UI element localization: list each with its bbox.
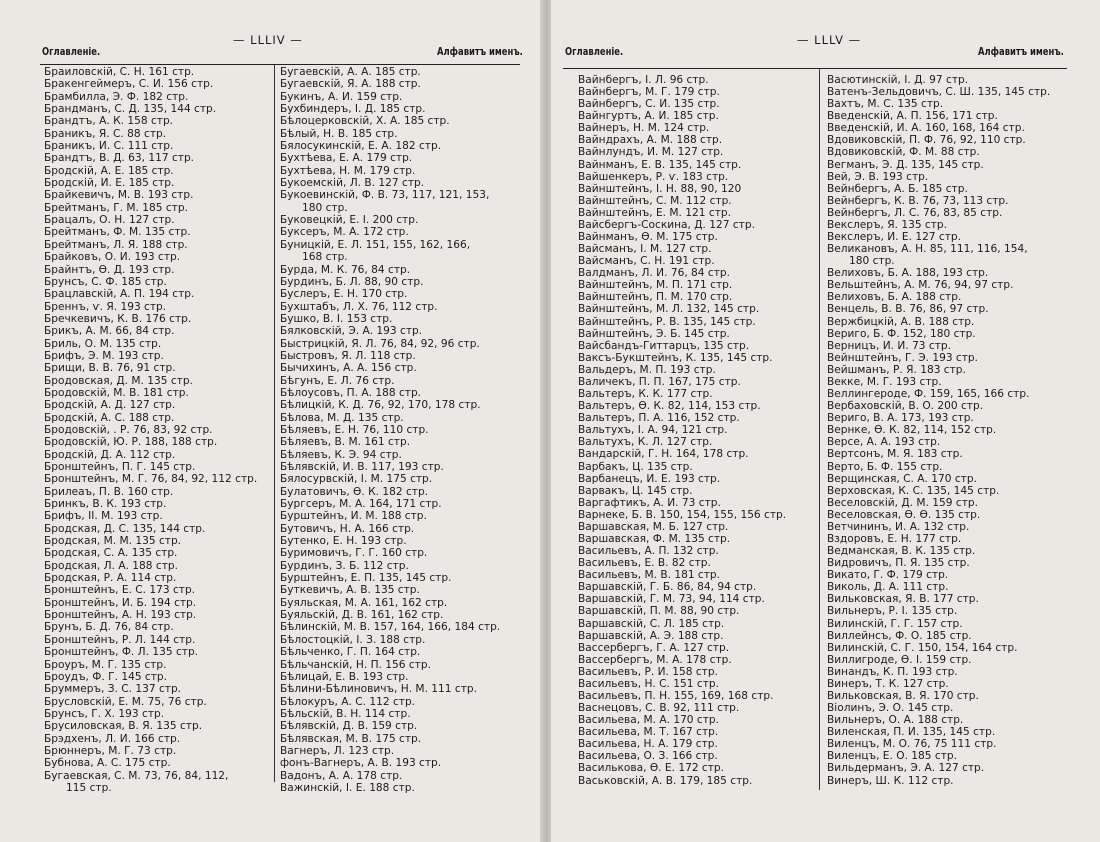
index-entry: Бѣльченко, Г. П. 164 стр.: [280, 646, 421, 659]
index-entry: Вздоровъ, Е. Н. 177 стр.: [827, 532, 962, 545]
name-column-2: [827, 74, 1072, 787]
index-entry: Вандарскій, Г. Н. 164, 178 стр.: [578, 448, 749, 461]
index-entry: Бурдинъ, З. Б. 112 стр.: [280, 559, 409, 572]
index-entry: Варшавскій, П. М. 88, 90 стр.: [578, 605, 740, 618]
index-entry: Бѣляевъ, Е. Н. 76, 110 стр.: [280, 423, 429, 436]
index-entry: Варшавскій, С. Л. 185 стр.: [578, 617, 725, 630]
index-entry: Васильевъ, Н. С. 151 стр.: [578, 677, 719, 690]
index-entry: Бѣлицай, Е. В. 193 стр.: [280, 670, 409, 683]
index-entry: Бутенко, Е. Н. 193 стр.: [280, 535, 407, 548]
index-entry: Бушко, В. І. 153 стр.: [280, 312, 393, 325]
index-entry: Бугаевская, С. М. 73, 76, 84, 112,: [44, 769, 229, 782]
index-entry: Брацлавскій, А. П. 194 стр.: [44, 288, 195, 301]
name-column-1: [44, 66, 289, 794]
index-entry: Валичекъ, П. П. 167, 175 стр.: [578, 375, 741, 388]
index-entry: Вельштейнъ, А. М. 76, 94, 97 стр.: [827, 279, 1014, 292]
index-entry: Вальтеръ, Ѳ. К. 82, 114, 153 стр.: [578, 400, 761, 413]
index-entry: Бронштейнъ, Ф. Л. 135 стр.: [44, 646, 199, 659]
index-entry: Вагнеръ, Л. 123 стр.: [280, 744, 395, 757]
index-entry: Брейтманъ, Л. Я. 188 стр.: [44, 238, 188, 251]
index-entry: Васильевъ, Р. И. 158 стр.: [578, 665, 718, 678]
index-entry: Брейтманъ, Г. М. 185 стр.: [44, 201, 188, 214]
index-entry: Бродскій, А. Д. 127 стр.: [44, 399, 176, 412]
index-entry: Винеръ, Т. К. 127 стр.: [827, 677, 949, 690]
index-entry: Бречкевичъ, К. В. 176 стр.: [44, 312, 192, 325]
index-entry: Браникъ, И. С. 111 стр.: [44, 140, 174, 153]
index-entry: Виллигроде, Ѳ. І. 159 стр.: [827, 653, 972, 666]
index-entry: Вайнманъ, Е. В. 135, 145 стр.: [578, 158, 742, 171]
index-entry: Бурдинъ, Б. Л. 88, 90 стр.: [280, 275, 424, 288]
index-entry: Вильковская, В. Я. 170 стр.: [827, 689, 979, 702]
index-entry: Велиховъ, Б. А. 188, 193 стр.: [827, 267, 989, 280]
index-entry: Вильнеръ, О. А. 188 стр.: [827, 714, 964, 727]
index-entry: Брайкевичъ, М. В. 193 стр.: [44, 189, 194, 202]
index-entry: Вегманъ, Э. Д. 135, 145 стр.: [827, 158, 984, 171]
index-entry: Бѣльскій, В. Н. 114 стр.: [280, 707, 411, 720]
header-contents: Оглавленіе.: [565, 45, 624, 58]
index-entry: Быстровъ, Я. Л. 118 стр.: [280, 349, 416, 362]
index-entry: Брусиловская, В. Я. 135 стр.: [44, 720, 203, 733]
index-entry: Вайнгуртъ, А. И. 185 стр.: [578, 110, 719, 123]
index-entry: Васнецовъ, С. В. 92, 111 стр.: [578, 702, 740, 715]
index-entry: Василькова, Ѳ. Е. 172 стр.: [578, 762, 725, 775]
index-entry: Вальтухъ, І. А. 94, 121 стр.: [578, 424, 728, 437]
index-entry: Варбанецъ, И. Е. 193 стр.: [578, 472, 721, 485]
index-entry: Бѣлова, М. Д. 135 стр.: [280, 411, 404, 424]
index-entry: Вайнбергъ, С. И. 135 стр.: [578, 98, 720, 111]
index-entry: Васьковскій, А. В. 179, 185 стр.: [578, 774, 753, 787]
index-entry: Варвакъ, Ц. 145 стр.: [578, 484, 693, 497]
index-entry: Вейнбергъ, К. В. 76, 73, 113 стр.: [827, 194, 1009, 207]
index-entry: Вальтухъ, К. Л. 127 стр.: [578, 436, 713, 449]
index-entry: Васильева, Н. А. 179 стр.: [578, 738, 718, 751]
index-entry: Вейнштейнъ, Г. Э. 193 стр.: [827, 351, 979, 364]
index-entry: Видровичъ, П. Я. 135 стр.: [827, 557, 970, 570]
index-entry: Вадонъ, А. А. 178 стр.: [280, 769, 403, 782]
index-entry: Вайнштейнъ, М. П. 171 стр.: [578, 279, 733, 292]
index-entry: Бродская, С. А. 135 стр.: [44, 547, 178, 560]
index-entry: Вертсонъ, М. Я. 183 стр.: [827, 448, 963, 461]
index-entry: Бродская, Р. А. 114 стр.: [44, 572, 177, 585]
index-entry: Васильева, О. З. 166 стр.: [578, 750, 718, 763]
index-entry: Векслеръ, И. Е. 127 стр.: [827, 231, 962, 244]
index-entry: Варнеке, Б. В. 150, 154, 155, 156 стр.: [578, 508, 787, 521]
index-entry: Велиховъ, Б. А. 188 стр.: [827, 291, 962, 304]
index-entry: Бѣлини-Бѣлиновичъ, Н. М. 111 стр.: [280, 683, 477, 696]
index-entry: Брусловскій, Е. М. 75, 76 стр.: [44, 695, 207, 708]
index-entry: Бурштейнъ, Е. П. 135, 145 стр.: [280, 572, 452, 585]
index-entry: Булатовичъ, Ѳ. К. 182 стр.: [280, 485, 429, 498]
index-entry: Бургсеръ, М. А. 164, 171 стр.: [280, 498, 442, 511]
index-entry: Верщинская, С. А. 170 стр.: [827, 472, 977, 485]
header-rule: [40, 64, 520, 65]
index-entry: Брамбилла, Э. Ф. 182 стр.: [44, 90, 189, 103]
index-entry: Брейтманъ, Ф. М. 135 стр.: [44, 226, 191, 239]
index-entry: Васютинскій, І. Д. 97 стр.: [827, 74, 969, 86]
index-entry: Вальдеръ, М. П. 193 стр.: [578, 363, 716, 376]
index-entry: Бурда, М. К. 76, 84 стр.: [280, 263, 411, 276]
index-entry: Верховская, К. С. 135, 145 стр.: [827, 484, 1000, 497]
index-entry: Варбакъ, Ц. 135 стр.: [578, 460, 693, 473]
index-entry: Виленская, П. И. 135, 145 стр.: [827, 726, 996, 739]
index-entry: Варшавскій, Г. Б. 86, 84, 94 стр.: [578, 581, 757, 594]
index-entry: Бреннъ, ѵ. Я. 193 стр.: [44, 300, 167, 313]
index-entry: Винеръ, Ш. К. 112 стр.: [827, 774, 954, 787]
index-entry: Букоевинскій, Ф. В. 73, 117, 121, 153,: [280, 189, 490, 202]
index-entry: Буяльскій, Д. В. 161, 162 стр.: [280, 609, 444, 622]
index-entry: Бѣгунъ, Е. Л. 76 стр.: [280, 374, 395, 387]
index-entry: Бухтѣева, Н. М. 179 стр.: [280, 164, 416, 177]
index-entry: Варшавская, М. Б. 127 стр.: [578, 520, 729, 533]
index-entry: Буковецкій, Е. І. 200 стр.: [280, 214, 419, 227]
index-entry: Вайнштейнъ, І. Н. 88, 90, 120: [578, 182, 742, 195]
index-entry: Бѣляевъ, К. Э. 94 стр.: [280, 448, 402, 461]
index-entry: Вайнштейнъ, Э. Б. 145 стр.: [578, 327, 730, 340]
index-entry: Бялковскій, Э. А. 193 стр.: [280, 325, 423, 338]
index-entry: Венцель, В. В. 76, 86, 97 стр.: [827, 303, 989, 316]
index-entry: Браникъ, Я. С. 88 стр.: [44, 127, 167, 140]
index-entry: Бѣлицкій, К. Д. 76, 92, 170, 178 стр.: [280, 399, 481, 412]
index-entry: Вайнбергъ, І. Л. 96 стр.: [578, 74, 709, 86]
index-entry: Вейшманъ, Р. Я. 183 стр.: [827, 363, 966, 376]
index-entry: Бродская, Л. А. 188 стр.: [44, 559, 178, 572]
index-entry: Вейнбергъ, А. Б. 185 стр.: [827, 182, 968, 195]
index-entry: Бродскій, А. Е. 185 стр.: [44, 164, 174, 177]
index-entry: Васильева, М. А. 170 стр.: [578, 714, 720, 727]
index-entry: Буяльская, М. А. 161, 162 стр.: [280, 596, 448, 609]
index-entry: Бѣлостоцкій, І. З. 188 стр.: [280, 633, 426, 646]
index-entry: Бычихинъ, А. А. 156 стр.: [280, 362, 417, 375]
index-entry: Бутовичъ, Н. А. 166 стр.: [280, 522, 415, 535]
index-entry: Браиловскій, С. Н. 161 стр.: [44, 66, 195, 78]
index-entry: Вайнлундъ, И. М. 127 стр.: [578, 146, 724, 159]
index-entry: Бруммеръ, З. С. 137 стр.: [44, 683, 182, 696]
index-entry: Бронштейнъ, Р. Л. 144 стр.: [44, 633, 196, 646]
index-entry: 115 стр.: [66, 781, 112, 794]
index-entry: Бѣлявскій, И. В. 117, 193 стр.: [280, 461, 444, 473]
index-entry: Брандманъ, С. Д. 135, 144 стр.: [44, 103, 217, 116]
index-entry: Бронштейнъ, И. Б. 194 стр.: [44, 596, 197, 609]
index-entry: Вернке, Ѳ. К. 82, 114, 152 стр.: [827, 424, 997, 437]
index-entry: Бялосурвскій, І. М. 175 стр.: [280, 473, 433, 486]
index-entry: Бродовскій, . Р. 76, 83, 92 стр.: [44, 423, 213, 436]
index-entry: Веллингероде, Ф. 159, 165, 166 стр.: [827, 388, 1030, 401]
index-entry: Веселовскій, Д. М. 159 стр.: [827, 496, 978, 509]
index-entry: Вилинскій, С. Г. 150, 154, 164 стр.: [827, 641, 1018, 654]
index-entry: Введенскій, А. П. 156, 171 стр.: [827, 110, 998, 123]
index-entry: Брикъ, А. М. 66, 84 стр.: [44, 325, 175, 338]
index-entry: Вей, Э. В. 193 стр.: [827, 170, 929, 183]
index-entry: Вассербергъ, Г. А. 127 стр.: [578, 641, 730, 654]
index-entry: Векке, М. Г. 193 стр.: [827, 375, 942, 388]
index-entry: Віолинъ, Э. О. 145 стр.: [827, 702, 954, 715]
index-entry: Введенскій, И. А. 160, 168, 164 стр.: [827, 122, 1025, 135]
index-entry: Броуръ, М. Г. 135 стр.: [44, 658, 167, 671]
index-entry: Буримовичъ, Г. Г. 160 стр.: [280, 547, 428, 560]
index-entry: Вейнбергъ, Л. С. 76, 83, 85 стр.: [827, 206, 1003, 219]
index-entry: Ватенъ-Зельдовичъ, С. Ш. 135, 145 стр.: [827, 86, 1051, 99]
index-entry: Важинскій, І. Е. 188 стр.: [280, 781, 415, 794]
index-entry: Вербаховскій, В. О. 200 стр.: [827, 400, 984, 413]
index-entry: Бѣлый, Н. В. 185 стр.: [280, 127, 398, 140]
index-entry: Вайнманъ, Ѳ. М. 175 стр.: [578, 231, 718, 244]
left-page: [0, 0, 542, 842]
index-entry: Брайковъ, О. И. 193 стр.: [44, 251, 181, 264]
index-entry: Бѣлоцерковскій, Х. А. 185 стр.: [280, 115, 450, 128]
index-entry: Бѣляевъ, В. М. 161 стр.: [280, 436, 411, 449]
index-entry: Бродская, Д. С. 135, 144 стр.: [44, 522, 206, 535]
index-entry: Бродскій, И. Е. 185 стр.: [44, 177, 175, 190]
index-entry: Вериго, В. А. 173, 193 стр.: [827, 412, 974, 425]
index-entry: Бронштейнъ, М. Г. 76, 84, 92, 112 стр.: [44, 473, 258, 486]
index-entry: Буксеръ, М. А. 172 стр.: [280, 226, 409, 239]
index-entry: Верницъ, И. И. 73 стр.: [827, 339, 952, 352]
index-entry: Вержбицкій, А. В. 188 стр.: [827, 315, 975, 328]
index-entry: Буслеръ, Е. Н. 170 стр.: [280, 288, 408, 301]
index-entry: Варгафтикъ, А. И. 73 стр.: [578, 496, 721, 509]
index-entry: Бриль, О. М. 135 стр.: [44, 337, 162, 350]
index-entry: 168 стр.: [302, 251, 348, 264]
index-entry: Винандъ, К. П. 193 стр.: [827, 665, 958, 678]
index-entry: Вайнштейнъ, С. М. 112 стр.: [578, 194, 732, 207]
index-entry: Вайсбандъ-Гиттарцъ, 135 стр.: [578, 339, 750, 352]
index-entry: Вдовиковскій, П. Ф. 76, 92, 110 стр.: [827, 134, 1026, 147]
index-entry: Бялосукинскій, Е. А. 182 стр.: [280, 140, 442, 153]
index-entry: Бродовскій, М. В. 181 стр.: [44, 386, 189, 399]
index-entry: Брунъ, Б. Д. 76, 84 стр.: [44, 621, 174, 634]
index-entry: Бродскій, А. С. 188 стр.: [44, 411, 175, 424]
index-entry: Валдманъ, Л. И. 76, 84 стр.: [578, 267, 730, 280]
index-entry: Брифъ, II. М. 193 стр.: [44, 510, 163, 523]
index-entry: Бронштейнъ, А. Н. 193 стр.: [44, 609, 197, 622]
index-entry: Брэдхенъ, Л. И. 166 стр.: [44, 732, 181, 745]
index-entry: Вайсманъ, І. М. 127 стр.: [578, 243, 712, 256]
name-column-1: [578, 74, 823, 787]
index-entry: Бродская, М. М. 135 стр.: [44, 535, 182, 548]
index-entry: Бѣлявская, М. В. 175 стр.: [280, 732, 422, 745]
index-entry: Вайнштейнъ, М. Л. 132, 145 стр.: [578, 303, 760, 316]
index-entry: Буткевичъ, А. В. 135 стр.: [280, 584, 420, 597]
index-entry: Васильева, М. Т. 167 стр.: [578, 726, 719, 739]
index-entry: Вайндрахъ, А. М. 188 стр.: [578, 134, 723, 147]
index-entry: Брандтъ, А. К. 158 стр.: [44, 115, 174, 128]
index-entry: Бѣлявскій, Д. В. 159 стр.: [280, 720, 418, 733]
header-contents: Оглавленіе.: [42, 45, 101, 58]
index-entry: Брюннеръ, М. Г. 73 стр.: [44, 744, 177, 757]
index-entry: Варшавскій, Г. М. 73, 94, 114 стр.: [578, 593, 765, 606]
index-entry: Вильдерманъ, Э. А. 127 стр.: [827, 762, 985, 775]
index-entry: Виколь, Д. А. 111 стр.: [827, 581, 949, 594]
index-entry: Варшавская, Ф. М. 135 стр.: [578, 532, 731, 545]
index-entry: Васильевъ, М. В. 181 стр.: [578, 569, 721, 582]
index-entry: Бринкъ, В. К. 193 стр.: [44, 498, 167, 511]
index-entry: Бѣлокуръ, А. С. 112 стр.: [280, 695, 416, 708]
index-entry: Бродовскій, Ю. Р. 188, 188 стр.: [44, 436, 218, 449]
index-entry: Вайшенкеръ, Р. ѵ. 183 стр.: [578, 170, 729, 183]
index-entry: Вдовиковскій, Ф. М. 88 стр.: [827, 146, 980, 159]
index-entry: Бронштейнъ, П. Г. 145 стр.: [44, 461, 196, 473]
index-entry: Бухтѣева, Е. А. 179 стр.: [280, 152, 413, 165]
index-entry: Брилеаъ, П. В. 160 стр.: [44, 485, 174, 498]
index-entry: Бронштейнъ, Е. С. 173 стр.: [44, 584, 196, 597]
index-entry: Брунсъ, Г. Х. 193 стр.: [44, 707, 165, 720]
index-entry: Виленцъ, М. О. 76, 75 111 стр.: [827, 738, 997, 751]
index-entry: Брацалъ, О. Н. 127 стр.: [44, 214, 175, 227]
right-page: [551, 0, 1100, 842]
index-entry: Верто, Б. Ф. 155 стр.: [827, 460, 943, 473]
index-entry: Виленцъ, Е. О. 185 стр.: [827, 750, 957, 763]
page-number: — LLLIV —: [233, 33, 303, 47]
index-entry: Бродскій, Д. А. 112 стр.: [44, 448, 176, 461]
index-entry: Брайнтъ, Ѳ. Д. 193 стр.: [44, 263, 175, 276]
index-entry: Буницкій, Е. Л. 151, 155, 162, 166,: [280, 238, 471, 251]
index-entry: Викато, Г. Ф. 179 стр.: [827, 569, 949, 582]
index-entry: Ведманская, В. К. 135 стр.: [827, 545, 976, 558]
index-entry: Вайнштейнъ, П. М. 170 стр.: [578, 291, 733, 304]
index-entry: Вальтеръ, К. К. 177 стр.: [578, 388, 713, 401]
index-entry: Вальтеръ, П. А. 116, 152 стр.: [578, 412, 740, 425]
index-entry: Великановъ, А. Н. 85, 111, 116, 154,: [827, 243, 1028, 256]
index-entry: Букоемскій, Л. В. 127 стр.: [280, 177, 425, 190]
index-entry: Бродовская, Д. М. 135 стр.: [44, 374, 193, 387]
index-entry: фонъ-Вагнеръ, А. В. 193 стр.: [280, 757, 442, 770]
index-entry: Вайсманъ, С. Н. 191 стр.: [578, 255, 715, 268]
index-entry: Броудъ, Ф. Г. 145 стр.: [44, 670, 168, 683]
index-entry: Ваксъ-Букштейнъ, К. 135, 145 стр.: [578, 351, 773, 364]
index-entry: Брунсъ, С. Ф. 185 стр.: [44, 275, 167, 288]
index-entry: Вайнштейнъ, Е. М. 121 стр.: [578, 206, 731, 219]
index-entry: Вахтъ, М. С. 135 стр.: [827, 98, 944, 111]
index-entry: Букинъ, А. И. 159 стр.: [280, 90, 403, 103]
name-column-2: [280, 66, 525, 794]
index-entry: Брандтъ, В. Д. 63, 117 стр.: [44, 152, 195, 165]
header-alphabet: Алфавитъ именъ.: [978, 45, 1064, 58]
index-entry: Брифъ, Э. М. 193 стр.: [44, 349, 164, 362]
index-entry: Вилинскій, Г. Г. 157 стр.: [827, 617, 963, 630]
header-alphabet: Алфавитъ именъ.: [437, 45, 523, 58]
index-entry: Вайсбергъ-Соскина, Д. 127 стр.: [578, 218, 755, 231]
index-entry: Вайнштейнъ, Р. В. 135, 145 стр.: [578, 315, 756, 328]
index-entry: 180 стр.: [849, 255, 895, 268]
index-entry: Ветчининъ, И. А. 132 стр.: [827, 520, 970, 533]
index-entry: Бѣлоусовъ, П. А. 188 стр.: [280, 386, 422, 399]
page-number: — LLLV —: [797, 33, 862, 47]
index-entry: Вассербергъ, М. А. 178 стр.: [578, 653, 732, 666]
index-entry: Бѣлинскій, М. В. 157, 164, 166, 184 стр.: [280, 621, 501, 634]
index-entry: Бухбиндеръ, І. Д. 185 стр.: [280, 103, 426, 116]
index-entry: Бухштабъ, Л. Х. 76, 112 стр.: [280, 300, 438, 313]
index-entry: Векслеръ, Я. 135 стр.: [827, 218, 948, 231]
index-entry: Брищи, В. В. 76, 91 стр.: [44, 362, 176, 375]
index-entry: Вильковская, Я. В. 177 стр.: [827, 593, 979, 606]
header-rule: [563, 68, 1067, 69]
index-entry: 180 стр.: [302, 201, 348, 214]
index-entry: Бракенгеймеръ, С. И. 156 стр.: [44, 78, 214, 91]
index-entry: Бѣльчанскій, Н. П. 156 стр.: [280, 658, 431, 671]
index-entry: Быстрицкій, Я. Л. 76, 84, 92, 96 стр.: [280, 337, 480, 350]
index-entry: Виллейнсъ, Ф. О. 185 стр.: [827, 629, 972, 642]
index-entry: Вайнеръ, Н. М. 124 стр.: [578, 122, 710, 135]
index-entry: Васильевъ, А. П. 132 стр.: [578, 545, 719, 558]
index-entry: Васильевъ, Е. В. 82 стр.: [578, 557, 711, 570]
index-entry: Бурштейнъ, И. М. 188 стр.: [280, 510, 427, 523]
index-entry: Варшавскій, А. Э. 188 стр.: [578, 629, 724, 642]
index-entry: Версе, А. А. 193 стр.: [827, 436, 941, 449]
index-entry: Вильнеръ, Р. І. 135 стр.: [827, 605, 958, 618]
index-entry: Бубнова, А. С. 175 стр.: [44, 757, 171, 770]
index-entry: Бугаевскій, Я. А. 188 стр.: [280, 78, 421, 91]
index-entry: Вериго, Б. Ф. 152, 180 стр.: [827, 327, 976, 340]
index-entry: Вайнбергъ, М. Г. 179 стр.: [578, 86, 720, 99]
index-entry: Бугаевскій, А. А. 185 стр.: [280, 66, 421, 78]
index-entry: Веселовская, Ѳ. Ѳ. 135 стр.: [827, 508, 981, 521]
index-entry: Васильевъ, П. Н. 155, 169, 168 стр.: [578, 689, 774, 702]
